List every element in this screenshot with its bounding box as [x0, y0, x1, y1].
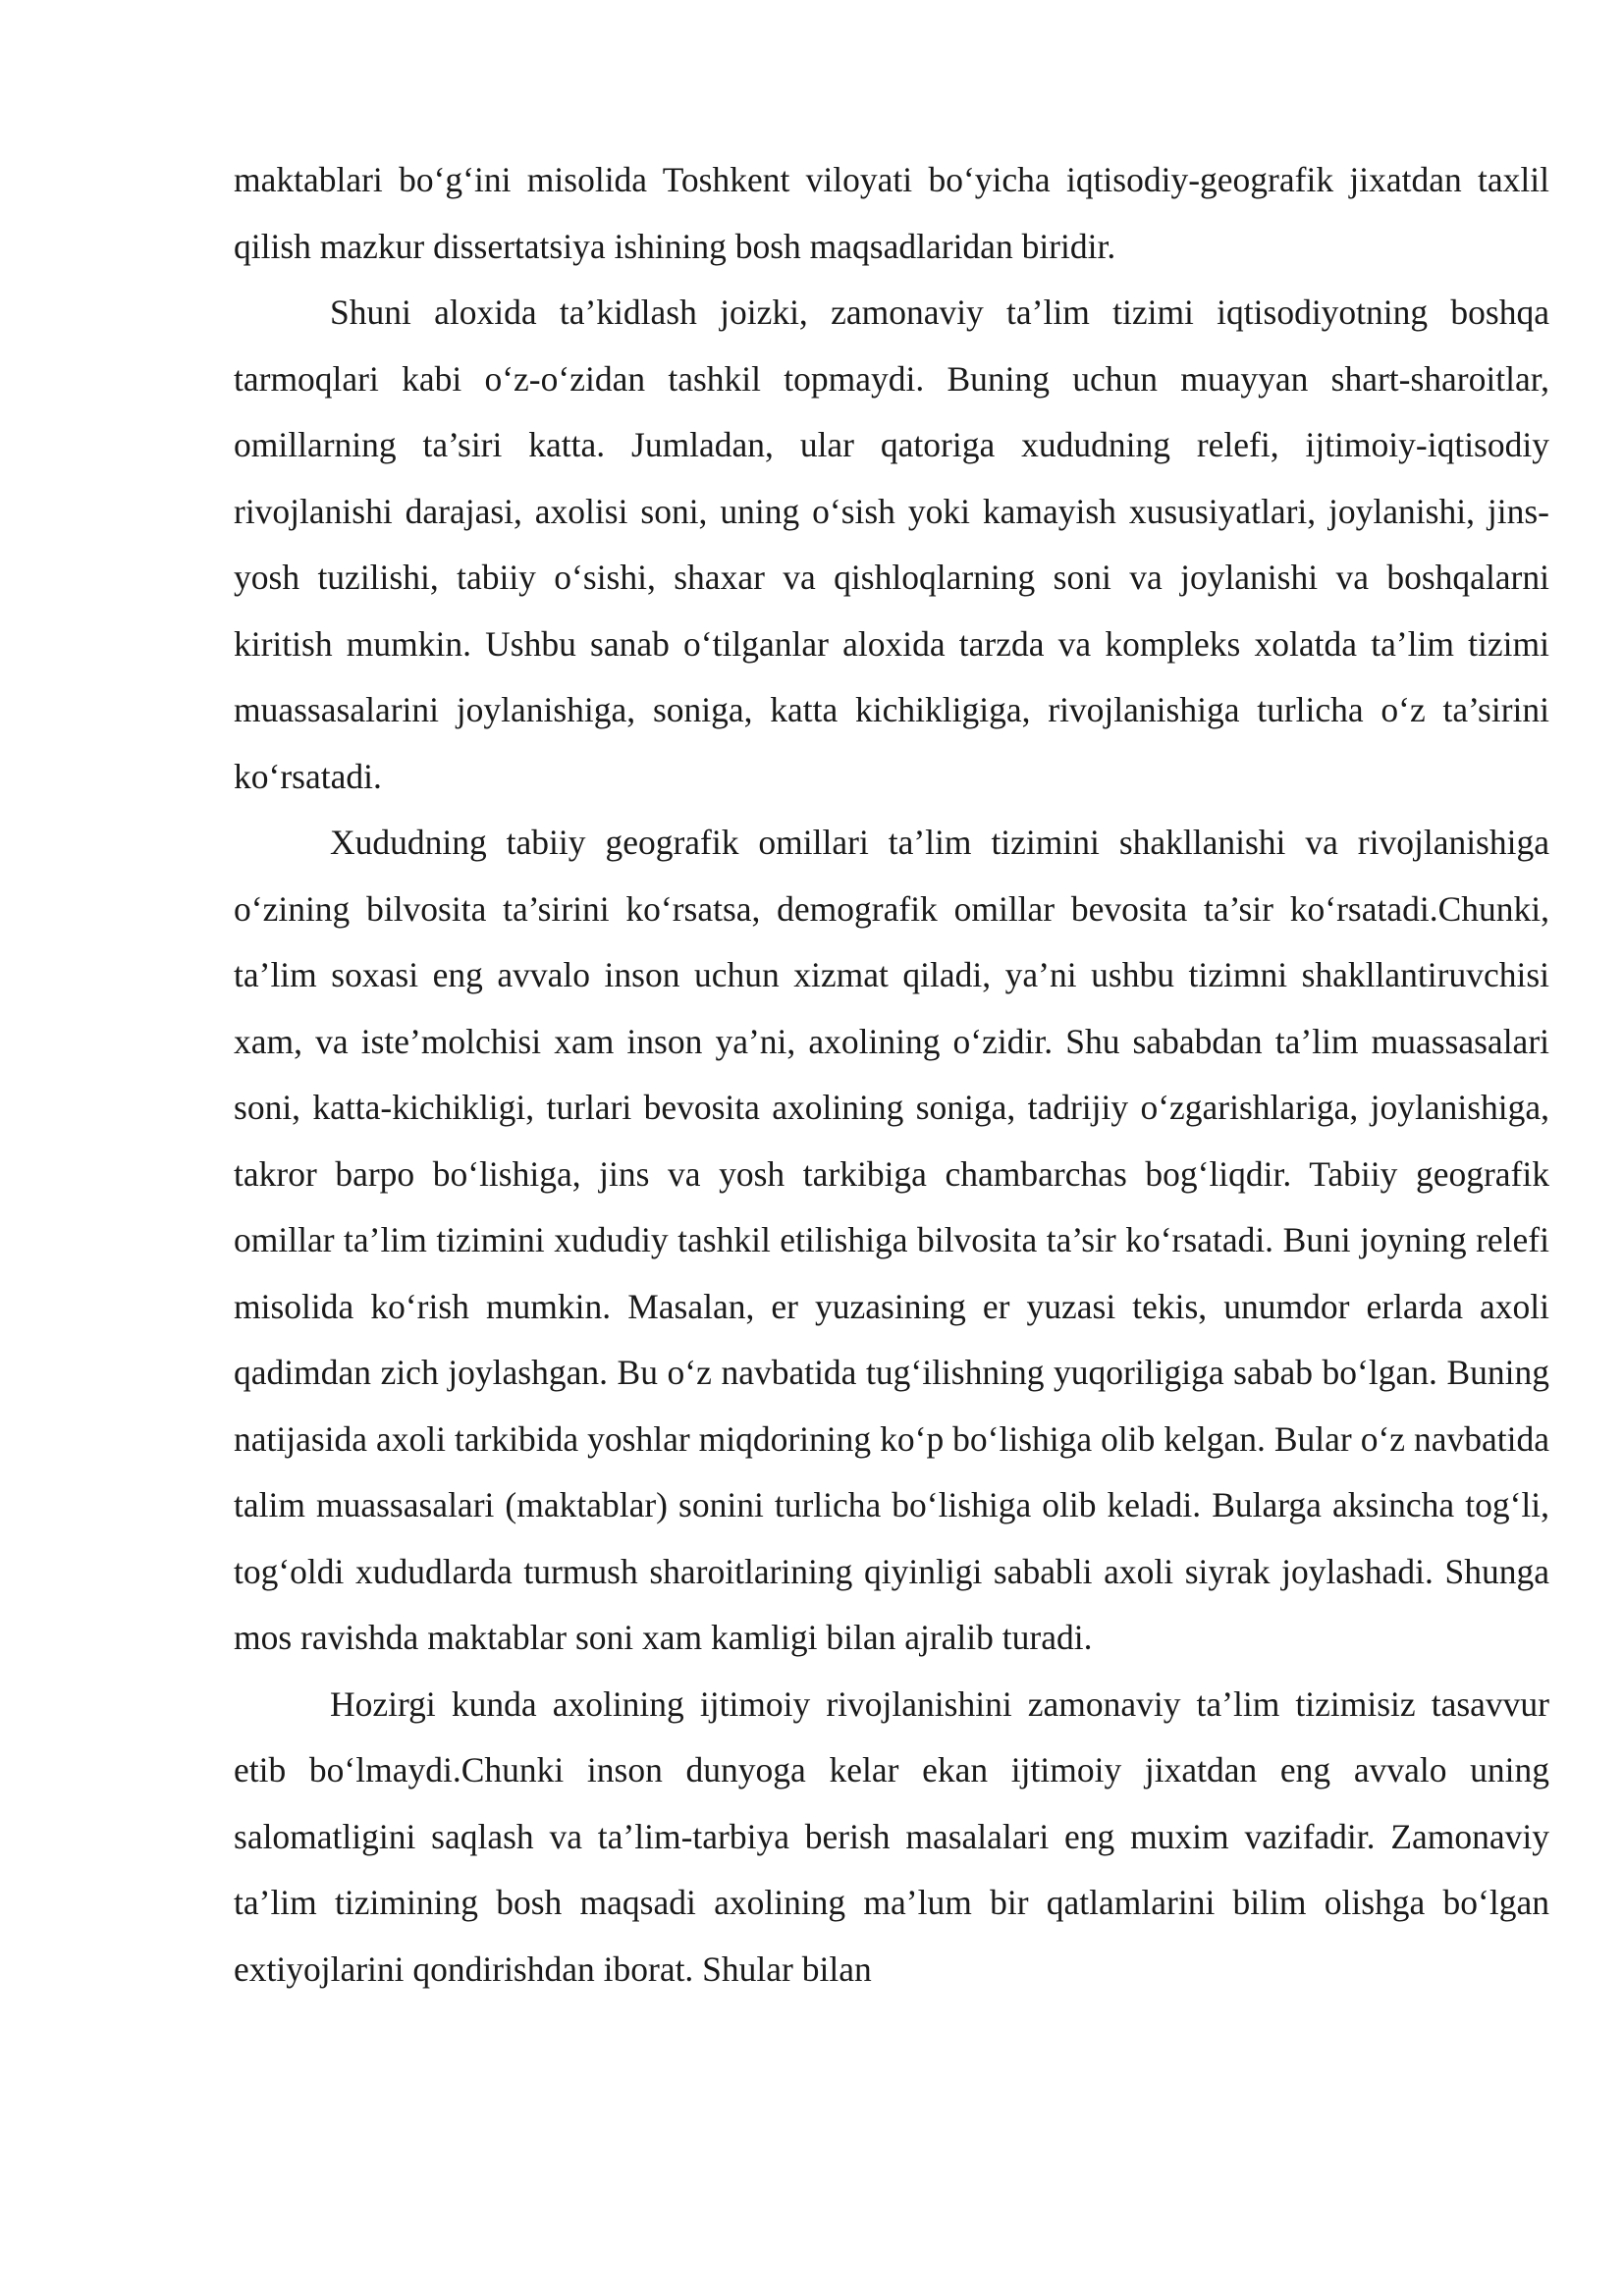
document-page: [234, 147, 1549, 2002]
paragraph-4: Hozirgi kunda axolining ijtimoiy rivojlanishini zamonaviy ta’lim tizimisiz tasavvur etib bo‘lmaydi.Chunki inson dunyoga kelar ekan ijtimoiy jixatdan eng avvalo uning salomatligini saqlash va ta’lim-tarbiya berish masalalari eng muxim vazifadir. Zamonaviy ta’lim tizimining bosh maqsadi axolining ma’lum bir qatlamlarini bilim olishga bo‘lgan extiyojlarini qondirishdan iborat. Shular bilan: [234, 1683, 1549, 1989]
paragraph-3: Xududning tabiiy geografik omillari ta’lim tizimini shakllanishi va rivojlanishiga o‘zining bilvosita ta’sirini ko‘rsatsa, demografik omillar bevosita ta’sir ko‘rsatadi.Chunki, ta’lim soxasi eng avvalo inson uchun xizmat qiladi, ya’ni ushbu tizimni shakllantiruvchisi xam, va iste’molchisi xam inson ya’ni, axolining o‘zidir. Shu sababdan ta’lim muassasalari soni, katta-kichikligi, turlari bevosita axolining soniga, tadrijiy o‘zgarishlariga, joylanishiga, takror barpo bo‘lishiga, jins va yosh tarkibiga chambarchas bog‘liqdir. Tabiiy geografik omillar ta’lim tizimini xududiy tashkil etilishiga bilvosita ta’sir ko‘rsatadi. Buni joyning relefi misolida ko‘rish mumkin. Masalan, er yuzasining er yuzasi tekis, unumdor erlarda axoli qadimdan zich joylashgan. Bu o‘z navbatida tug‘ilishning yuqoriligiga sabab bo‘lgan. Buning natijasida axoli tarkibida yoshlar miqdorining ko‘p bo‘lishiga olib kelgan. Bular o‘z navbatida talim muassasalari (maktablar) sonini turlicha bo‘lishiga olib keladi. Bularga aksincha tog‘li, tog‘oldi xududlarda turmush sharoitlarining qiyinligi sababli axoli siyrak joylashadi. Shunga mos ravishda maktablar soni xam kamligi bilan ajralib turadi.: [234, 823, 1549, 1657]
paragraph-1: maktablari bo‘g‘ini misolida Toshkent viloyati bo‘yicha iqtisodiy-geografik jixatdan taxlil qilish mazkur dissertatsiya ishining bosh maqsadlaridan biridir.: [234, 160, 1549, 266]
paragraph-2: Shuni aloxida ta’kidlash joizki, zamonaviy ta’lim tizimi iqtisodiyotning boshqa tarmoqlari kabi o‘z-o‘zidan tashkil topmaydi. Buning uchun muayyan shart-sharoitlar, omillarning ta’siri katta. Jumladan, ular qatoriga xududning relefi, ijtimoiy-iqtisodiy rivojlanishi darajasi, axolisi soni, uning o‘sish yoki kamayish xususiyatlari, joylanishi, jins-yosh tuzilishi, tabiiy o‘sishi, shaxar va qishloqlarning soni va joylanishi va boshqalarni kiritish mumkin. Ushbu sanab o‘tilganlar aloxida tarzda va kompleks xolatda ta’lim tizimi muassasalarini joylanishiga, soniga, katta kichikligiga, rivojlanishiga turlicha o‘z ta’sirini ko‘rsatadi.: [234, 293, 1549, 796]
